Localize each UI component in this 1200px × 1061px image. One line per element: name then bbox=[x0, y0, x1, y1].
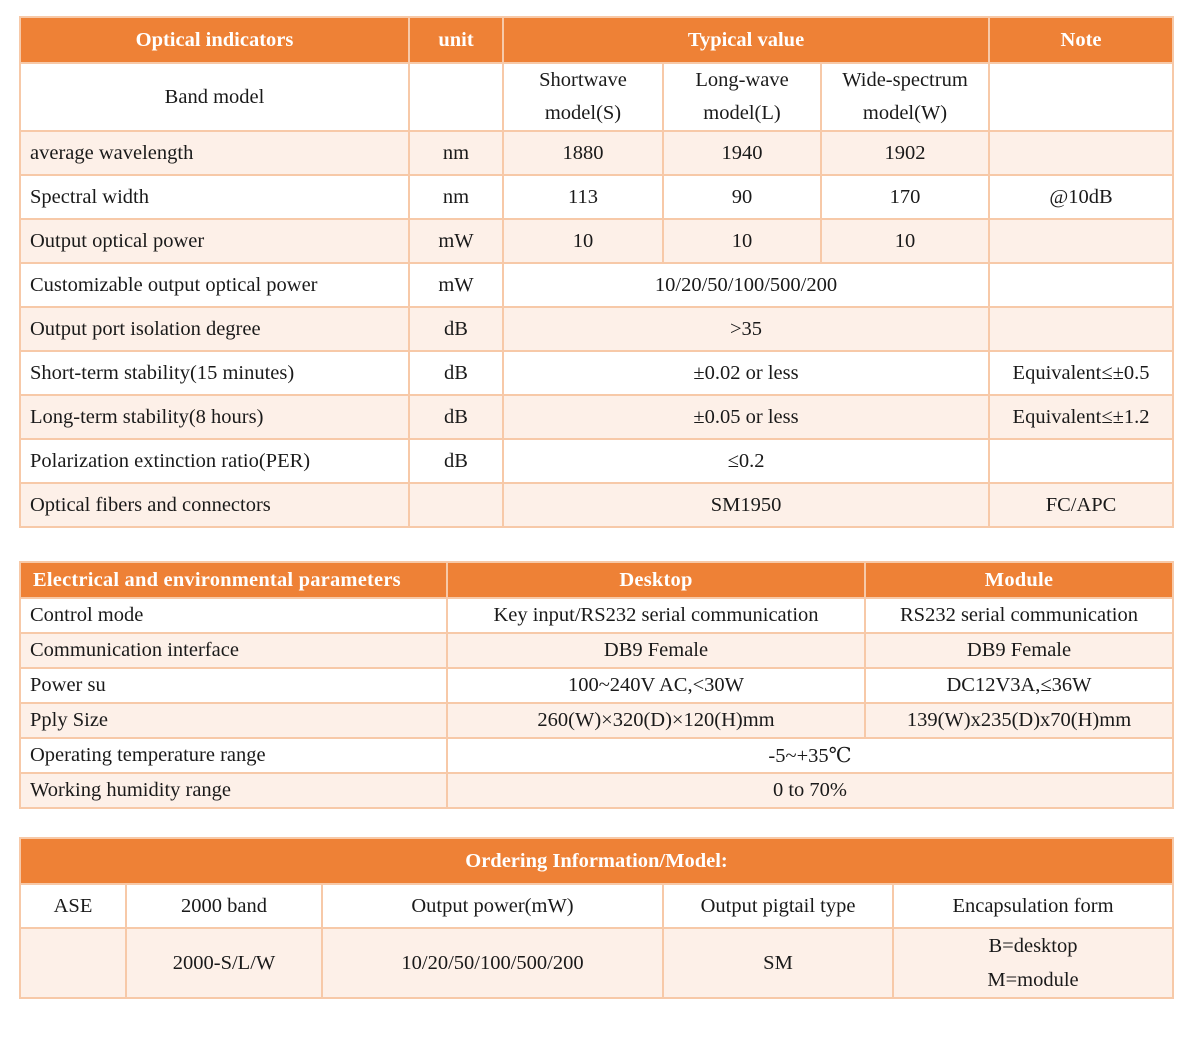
pigtail-value: SM bbox=[663, 928, 893, 998]
row-label: Pply Size bbox=[20, 703, 447, 738]
column-encapsulation: Encapsulation form bbox=[893, 884, 1173, 928]
ordering-title: Ordering Information/Model: bbox=[20, 838, 1173, 884]
ordering-information-table bbox=[19, 837, 1174, 999]
table-row bbox=[20, 439, 1173, 483]
unit-header: unit bbox=[409, 17, 503, 63]
table-row bbox=[20, 307, 1173, 351]
row-note bbox=[989, 263, 1173, 307]
typical-value: ±0.05 or less bbox=[503, 395, 989, 439]
row-note: Equivalent≤±0.5 bbox=[989, 351, 1173, 395]
typical-value-header: Typical value bbox=[503, 17, 989, 63]
module-value: DB9 Female bbox=[865, 633, 1173, 668]
table-row bbox=[20, 773, 1173, 808]
desktop-value: DB9 Female bbox=[447, 633, 865, 668]
table-row bbox=[20, 738, 1173, 773]
row-note bbox=[989, 439, 1173, 483]
table-row bbox=[20, 131, 1173, 175]
table-row bbox=[20, 483, 1173, 527]
module-header: Module bbox=[865, 562, 1173, 598]
widespectrum-value: 170 bbox=[821, 175, 989, 219]
row-note: @10dB bbox=[989, 175, 1173, 219]
shortwave-model: Shortwave model(S) bbox=[503, 63, 663, 131]
optical-indicators-header: Optical indicators bbox=[20, 17, 409, 63]
table-row bbox=[20, 351, 1173, 395]
module-value: 139(W)x235(D)x70(H)mm bbox=[865, 703, 1173, 738]
table-row bbox=[20, 175, 1173, 219]
typical-value: 10/20/50/100/500/200 bbox=[503, 263, 989, 307]
electrical-parameters-table bbox=[19, 561, 1174, 809]
row-label: Customizable output optical power bbox=[20, 263, 409, 307]
row-label: Long-term stability(8 hours) bbox=[20, 395, 409, 439]
row-label: Output optical power bbox=[20, 219, 409, 263]
row-note: FC/APC bbox=[989, 483, 1173, 527]
row-label: Optical fibers and connectors bbox=[20, 483, 409, 527]
typical-value: >35 bbox=[503, 307, 989, 351]
desktop-value: Key input/RS232 serial communication bbox=[447, 598, 865, 633]
row-note bbox=[989, 131, 1173, 175]
desktop-header: Desktop bbox=[447, 562, 865, 598]
row-unit: dB bbox=[409, 395, 503, 439]
shortwave-value: 1880 bbox=[503, 131, 663, 175]
column-output-power: Output power(mW) bbox=[322, 884, 663, 928]
shortwave-value: 113 bbox=[503, 175, 663, 219]
shortwave-value: 10 bbox=[503, 219, 663, 263]
longwave-value: 90 bbox=[663, 175, 821, 219]
row-label: Power su bbox=[20, 668, 447, 703]
table-row bbox=[20, 263, 1173, 307]
shared-value: 0 to 70% bbox=[447, 773, 1173, 808]
typical-value: ±0.02 or less bbox=[503, 351, 989, 395]
optical-indicators-table bbox=[19, 16, 1174, 528]
row-label: average wavelength bbox=[20, 131, 409, 175]
row-label: Spectral width bbox=[20, 175, 409, 219]
row-label: Polarization extinction ratio(PER) bbox=[20, 439, 409, 483]
encapsulation-value: B=desktop M=module bbox=[893, 928, 1173, 998]
band-model-note bbox=[989, 63, 1173, 131]
row-label: Control mode bbox=[20, 598, 447, 633]
longwave-model: Long-wave model(L) bbox=[663, 63, 821, 131]
table-row bbox=[20, 703, 1173, 738]
row-label: Operating temperature range bbox=[20, 738, 447, 773]
row-unit: nm bbox=[409, 175, 503, 219]
table-row bbox=[20, 395, 1173, 439]
row-unit: nm bbox=[409, 131, 503, 175]
output-power-value: 10/20/50/100/500/200 bbox=[322, 928, 663, 998]
row-label: Working humidity range bbox=[20, 773, 447, 808]
band-model-row bbox=[20, 63, 1173, 131]
table-row bbox=[20, 598, 1173, 633]
column-band: 2000 band bbox=[126, 884, 322, 928]
row-unit bbox=[409, 483, 503, 527]
band-model-label: Band model bbox=[20, 63, 409, 131]
shared-value: -5~+35℃ bbox=[447, 738, 1173, 773]
longwave-value: 1940 bbox=[663, 131, 821, 175]
desktop-value: 100~240V AC,<30W bbox=[447, 668, 865, 703]
ordering-columns-row bbox=[20, 884, 1173, 928]
widespectrum-value: 10 bbox=[821, 219, 989, 263]
column-pigtail: Output pigtail type bbox=[663, 884, 893, 928]
module-value: DC12V3A,≤36W bbox=[865, 668, 1173, 703]
band-value: 2000-S/L/W bbox=[126, 928, 322, 998]
typical-value: ≤0.2 bbox=[503, 439, 989, 483]
ase-value bbox=[20, 928, 126, 998]
note-header: Note bbox=[989, 17, 1173, 63]
row-note bbox=[989, 307, 1173, 351]
table-row bbox=[20, 219, 1173, 263]
band-model-unit bbox=[409, 63, 503, 131]
row-unit: mW bbox=[409, 263, 503, 307]
row-label: Output port isolation degree bbox=[20, 307, 409, 351]
table-row bbox=[20, 633, 1173, 668]
row-unit: mW bbox=[409, 219, 503, 263]
table-row bbox=[20, 668, 1173, 703]
row-unit: dB bbox=[409, 351, 503, 395]
widespectrum-value: 1902 bbox=[821, 131, 989, 175]
ordering-values-row bbox=[20, 928, 1173, 998]
typical-value: SM1950 bbox=[503, 483, 989, 527]
module-value: RS232 serial communication bbox=[865, 598, 1173, 633]
longwave-value: 10 bbox=[663, 219, 821, 263]
row-unit: dB bbox=[409, 307, 503, 351]
row-note: Equivalent≤±1.2 bbox=[989, 395, 1173, 439]
desktop-value: 260(W)×320(D)×120(H)mm bbox=[447, 703, 865, 738]
row-unit: dB bbox=[409, 439, 503, 483]
widespectrum-model: Wide-spectrum model(W) bbox=[821, 63, 989, 131]
column-ase: ASE bbox=[20, 884, 126, 928]
row-label: Communication interface bbox=[20, 633, 447, 668]
electrical-header: Electrical and environmental parameters bbox=[20, 562, 447, 598]
row-note bbox=[989, 219, 1173, 263]
row-label: Short-term stability(15 minutes) bbox=[20, 351, 409, 395]
